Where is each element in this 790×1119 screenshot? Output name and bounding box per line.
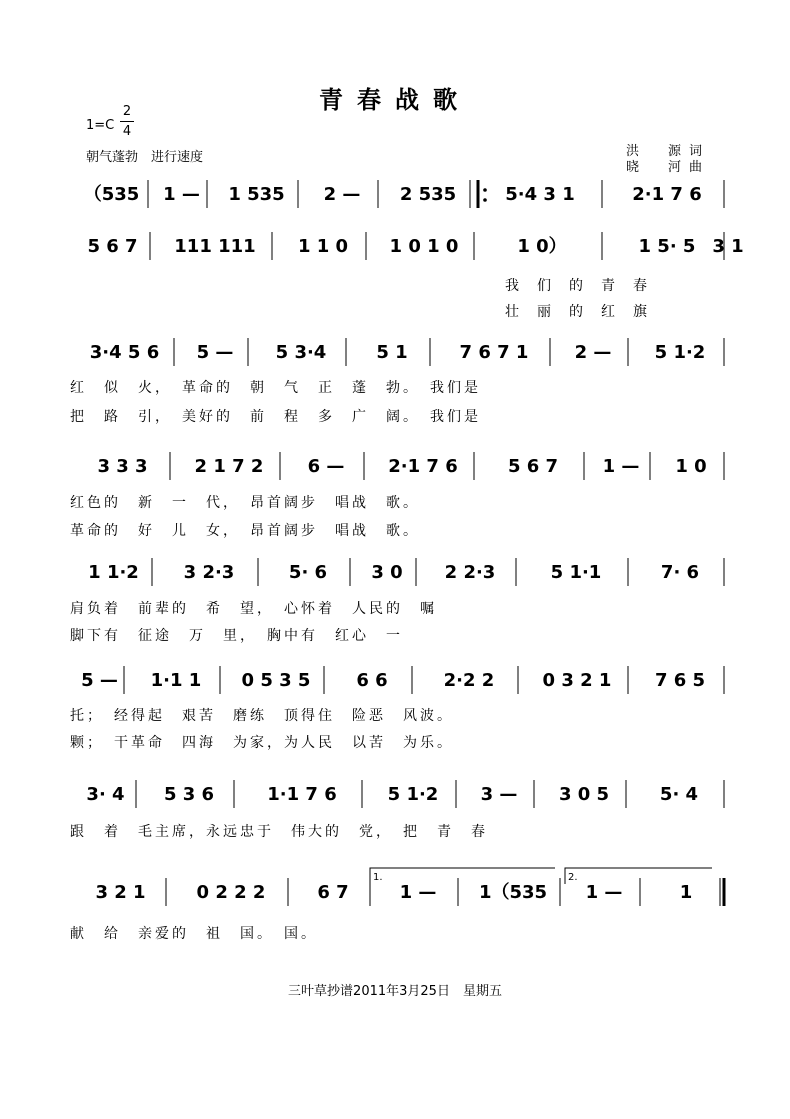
volta-number: 1. <box>373 872 383 883</box>
measure-notes: 2·1 7 6 <box>388 456 458 477</box>
measure-notes: 5 6 7 <box>507 456 559 477</box>
measure-notes: 2 2·3 <box>444 562 496 583</box>
notation-row <box>70 666 724 751</box>
measure-notes: 3 2 1 <box>95 882 146 903</box>
measure-notes: 2·2 2 <box>443 670 495 691</box>
measure-notes: 1·1 7 6 <box>267 784 337 805</box>
measure-notes: 3 1 <box>712 236 744 257</box>
notation-row <box>84 180 724 208</box>
measure-notes: 0 2 2 2 <box>196 882 266 903</box>
key-signature: 1=C <box>86 118 115 133</box>
measure-notes: 2 — <box>574 342 612 363</box>
measure-notes: 1 1 0 <box>297 236 349 257</box>
measure-notes: 5 1·2 <box>654 342 706 363</box>
lyric-line: 肩负着 前辈的 希 望， 心怀着 人民的 嘱 <box>70 601 437 617</box>
repeat-dot <box>483 188 487 192</box>
measure-notes: 5 3 6 <box>163 784 215 805</box>
time-signature-bottom: 4 <box>122 124 132 139</box>
footer-note: 三叶草抄谱2011年3月25日 星期五 <box>288 984 502 999</box>
measure-notes: 1 0 1 0 <box>389 236 459 257</box>
lyric-line: 献 给 亲爱的 祖 国。 国。 <box>70 926 318 942</box>
tempo-marking: 朝气蓬勃 进行速度 <box>86 150 204 165</box>
measure-notes: 1 — <box>602 456 640 477</box>
measure-notes: 3 0 <box>371 562 403 583</box>
measure-notes: 2 — <box>323 184 361 205</box>
measure-notes: 2·1 7 6 <box>632 184 702 205</box>
lyric-line: 革命的 好 儿 女， 昂首阔步 唱战 歌。 <box>70 523 420 539</box>
lyric-line: 颗； 干革命 四海 为家，为人民 以苦 为乐。 <box>70 735 454 751</box>
measure-notes: 6 6 <box>356 670 388 691</box>
measure-notes: 5 6 7 <box>87 236 138 257</box>
measure-notes: 3 0 5 <box>558 784 610 805</box>
repeat-dot <box>483 198 487 202</box>
composer-credit: 晓 河曲 <box>626 160 711 175</box>
lyric-line: 红色的 新 一 代， 昂首阔步 唱战 歌。 <box>70 495 420 511</box>
measure-notes: 0 3 2 1 <box>542 670 612 691</box>
notation-row <box>70 452 724 539</box>
staff-rows <box>70 180 744 942</box>
time-signature-top: 2 <box>122 104 132 119</box>
measure-notes: 111 111 <box>174 236 256 257</box>
measure-notes: 5·4 3 1 <box>505 184 575 205</box>
lyric-line: 我们的青春 <box>505 278 665 294</box>
measure-notes: 1 535 <box>228 184 285 205</box>
measure-notes: 3·4 5 6 <box>89 342 160 363</box>
song-title: 青春战歌 <box>319 85 471 114</box>
measure-notes: 5· 4 <box>659 784 699 805</box>
measure-notes: 7 6 5 <box>654 670 706 691</box>
measure-notes: 1 — <box>399 882 437 903</box>
notation-row <box>70 878 724 942</box>
measure-notes: （535 <box>83 184 140 205</box>
measure-notes: 1 1·2 <box>88 562 139 583</box>
measure-notes: 1 — <box>585 882 623 903</box>
measure-notes: 2 1 7 2 <box>194 456 264 477</box>
measure-notes: 1·1 1 <box>150 670 202 691</box>
notation-row <box>70 780 724 840</box>
measure-notes: 6 — <box>307 456 345 477</box>
measure-notes: 6 7 <box>317 882 349 903</box>
measure-notes: 5· 6 <box>288 562 328 583</box>
measure-notes: 3· 4 <box>86 784 125 805</box>
volta-number: 2. <box>568 872 578 883</box>
lyric-line: 托； 经得起 艰苦 磨练 顶得住 险恶 风波。 <box>70 708 454 724</box>
notation-row <box>87 232 743 320</box>
lyric-line: 把 路 引， 美好的 前 程 多 广 阔。 我们是 <box>70 409 481 425</box>
notation-row <box>70 558 724 644</box>
measure-notes: 3 3 3 <box>97 456 148 477</box>
measure-notes: 5 3·4 <box>275 342 327 363</box>
lyric-line: 壮丽的红旗 <box>505 304 665 320</box>
measure-notes: 1 <box>679 882 693 903</box>
lyric-line: 跟 着 毛主席，永远忠于 伟大的 党， 把 青 春 <box>70 824 488 840</box>
measure-notes: 5 1 <box>376 342 408 363</box>
measure-notes: 3 — <box>480 784 518 805</box>
measure-notes: 1 5· 5 <box>638 236 696 257</box>
measure-notes: 5 1·1 <box>550 562 602 583</box>
measure-notes: 7· 6 <box>660 562 700 583</box>
measure-notes: 5 — <box>81 670 118 691</box>
measure-notes: 2 535 <box>399 184 457 205</box>
measure-notes: 0 5 3 5 <box>241 670 311 691</box>
measure-notes: 7 6 7 1 <box>459 342 529 363</box>
measure-notes: 5 — <box>196 342 234 363</box>
measure-notes: 3 2·3 <box>183 562 235 583</box>
lyric-line: 脚下有 征途 万 里， 胸中有 红心 一 <box>70 628 403 644</box>
notation-row <box>70 338 724 425</box>
measure-notes: 1（535 <box>478 882 548 903</box>
measure-notes: 1 0） <box>517 236 567 257</box>
lyricist-credit: 洪 源词 <box>626 144 711 159</box>
measure-notes: 5 1·2 <box>387 784 439 805</box>
measure-notes: 1 0 <box>675 456 707 477</box>
measure-notes: 1 — <box>163 184 200 205</box>
lyric-line: 红 似 火， 革命的 朝 气 正 蓬 勃。 我们是 <box>70 380 481 396</box>
